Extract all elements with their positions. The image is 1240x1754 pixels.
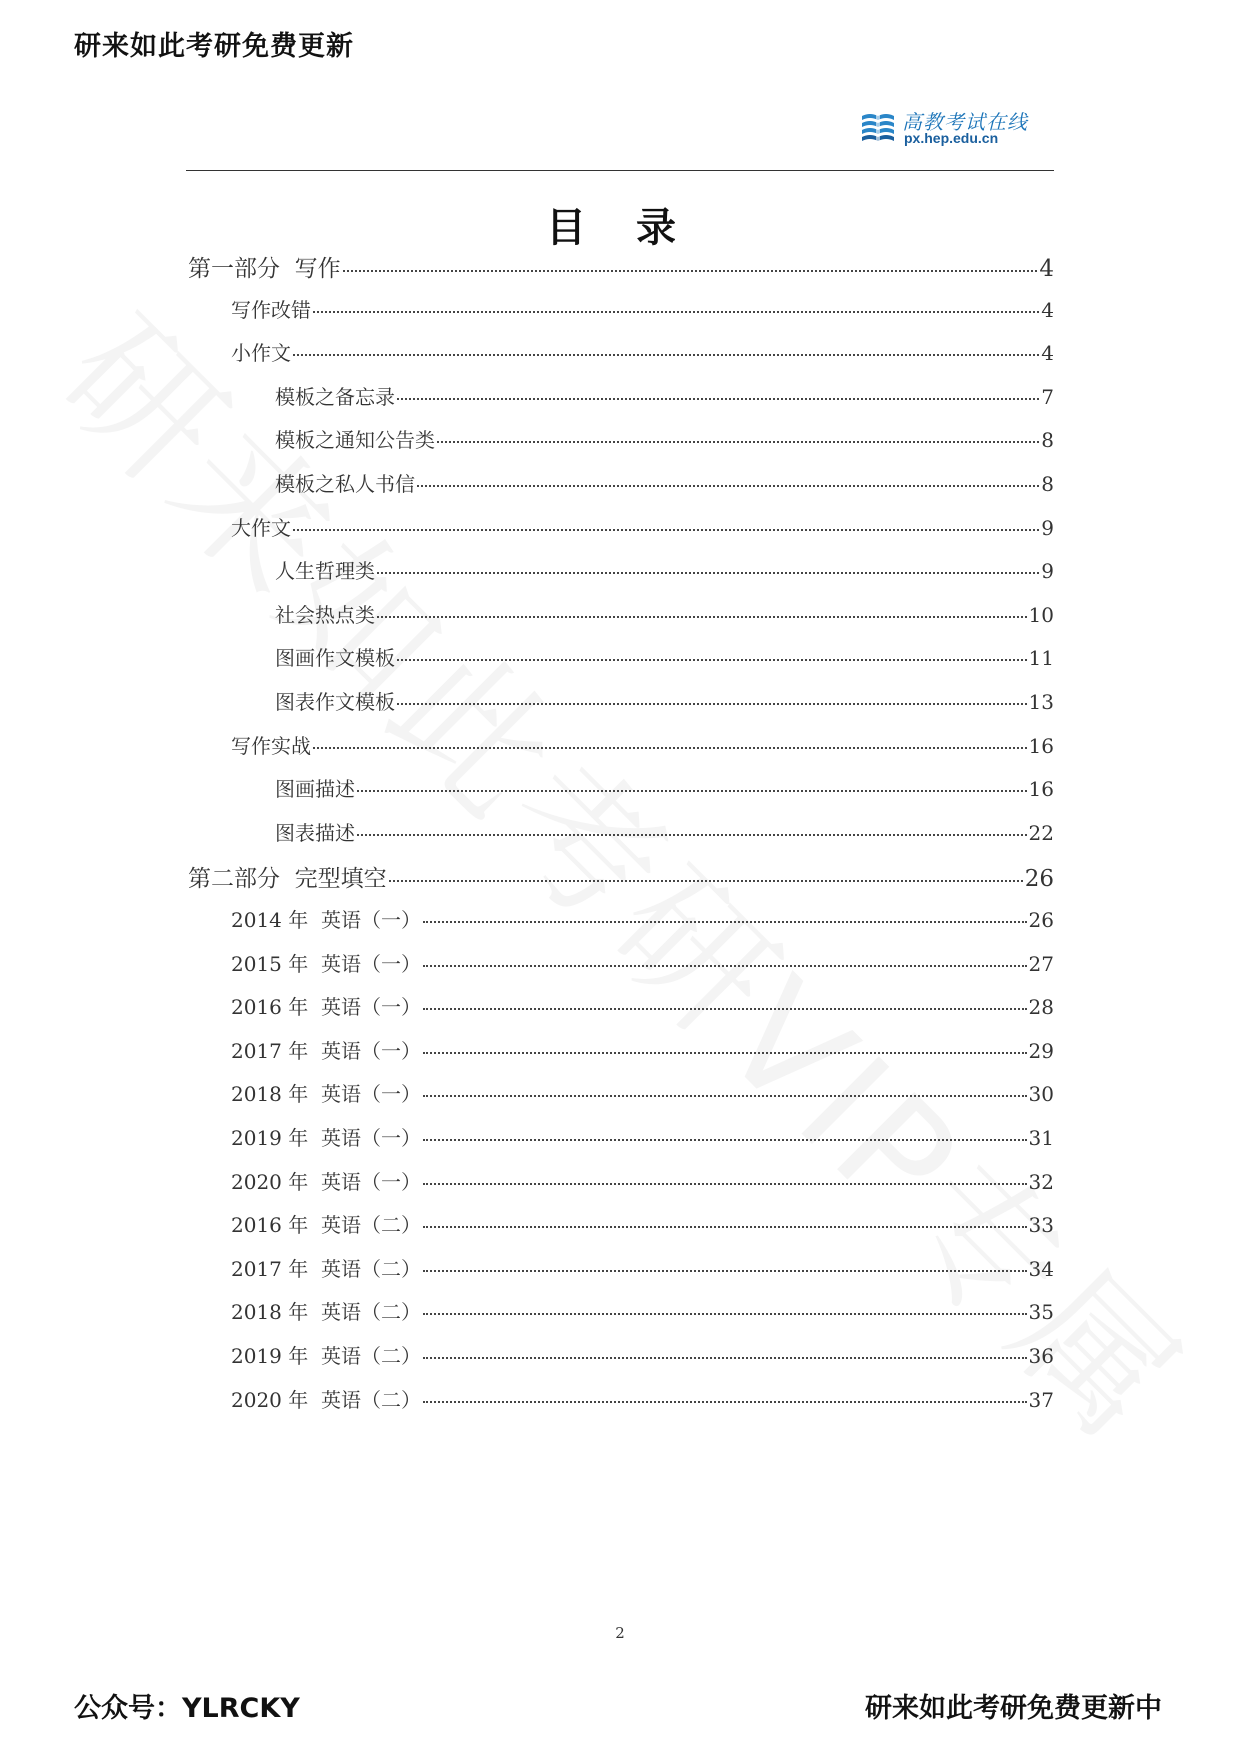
toc-entry-page: 16 [1028, 777, 1054, 802]
logo-url: px.hep.edu.cn [904, 130, 999, 146]
toc-entry-page: 28 [1028, 995, 1054, 1020]
toc-entry-page: 32 [1028, 1169, 1054, 1194]
toc-entry-text: 2020 年 英语（二） [231, 1387, 421, 1412]
toc-entry[interactable] [188, 250, 1054, 283]
toc-entry-page: 8 [1041, 428, 1054, 453]
toc-entry-page: 30 [1028, 1082, 1054, 1107]
toc-entry[interactable] [231, 337, 1054, 366]
toc-entry[interactable] [275, 773, 1054, 802]
toc-entry-page: 13 [1028, 690, 1054, 714]
toc-entry[interactable] [275, 424, 1054, 453]
toc-entry[interactable] [275, 599, 1054, 628]
toc-entry[interactable] [275, 468, 1054, 497]
toc-entry-page: 4 [1041, 297, 1054, 322]
toc-entry[interactable] [231, 1209, 1054, 1238]
toc-entry-text: 模板之备忘录 [275, 384, 395, 409]
toc-dot-leader [357, 834, 1027, 836]
toc-entry-page: 9 [1041, 559, 1054, 584]
toc-entry-text: 图表描述 [275, 820, 355, 845]
toc-entry[interactable] [231, 1122, 1054, 1151]
toc-entry[interactable] [275, 555, 1054, 584]
toc-entry[interactable] [231, 512, 1054, 541]
toc-entry-text: 2017 年 英语（二） [231, 1256, 421, 1281]
toc-entry-text: 小作文 [231, 341, 291, 366]
toc-entry-page: 11 [1028, 646, 1054, 671]
toc-entry-text: 2020 年 英语（一） [231, 1169, 421, 1194]
toc-entry[interactable] [231, 1296, 1054, 1325]
toc-dot-leader [423, 1270, 1027, 1272]
toc-entry-text: 2017 年 英语（一） [231, 1038, 421, 1063]
toc-entry-text: 2019 年 英语（二） [231, 1344, 421, 1368]
toc-entry[interactable] [231, 991, 1054, 1020]
toc-entry-page: 29 [1028, 1038, 1054, 1063]
toc-entry-text: 2016 年 英语（一） [231, 995, 421, 1020]
toc-entry-page: 33 [1028, 1213, 1054, 1238]
footer-wechat-id: 公众号：YLRCKY [74, 1693, 300, 1724]
toc-entry-text: 图画作文模板 [275, 646, 395, 671]
footer-update-note: 研来如此考研免费更新中 [865, 1693, 1162, 1724]
toc-dot-leader [423, 1313, 1027, 1315]
toc-entry[interactable] [188, 860, 1054, 893]
hep-book-icon [858, 108, 898, 148]
toc-dot-leader [397, 703, 1027, 705]
toc-entry-page: 36 [1028, 1344, 1054, 1368]
toc-entry-text: 第二部分 完型填空 [188, 866, 387, 893]
toc-entry-page: 37 [1028, 1387, 1054, 1412]
toc-entry-text: 模板之私人书信 [275, 472, 415, 496]
top-banner: 研来如此考研免费更新 [74, 31, 354, 62]
header-rule [186, 170, 1054, 171]
toc-entry[interactable] [275, 642, 1054, 671]
toc-dot-leader [357, 790, 1027, 792]
toc-entry-text: 模板之通知公告类 [275, 428, 435, 453]
toc-entry[interactable] [275, 686, 1054, 715]
toc-entry-text: 图表作文模板 [275, 690, 395, 714]
toc-entry-page: 4 [1039, 256, 1054, 282]
toc-dot-leader [423, 1095, 1027, 1097]
toc-dot-leader [293, 354, 1039, 356]
toc-entry-text: 社会热点类 [275, 602, 375, 627]
toc-entry[interactable] [231, 1340, 1054, 1369]
toc-entry-page: 26 [1028, 908, 1054, 932]
toc-dot-leader [423, 1183, 1027, 1185]
toc-entry-page: 27 [1028, 951, 1054, 976]
toc-entry-page: 10 [1028, 602, 1054, 627]
toc-title: 目 录 [546, 205, 694, 251]
toc-entry[interactable] [275, 817, 1054, 846]
toc-entry-text: 写作改错 [231, 297, 311, 322]
toc-dot-leader [423, 1357, 1027, 1359]
toc-dot-leader [397, 659, 1027, 661]
toc-entry-text: 2014 年 英语（一） [231, 908, 421, 932]
toc-dot-leader [313, 747, 1027, 749]
toc-entry[interactable] [275, 381, 1054, 410]
toc-entry-text: 2018 年 英语（一） [231, 1082, 421, 1107]
toc-entry-text: 人生哲理类 [275, 559, 375, 584]
toc-entry-text: 2016 年 英语（二） [231, 1213, 421, 1238]
toc-entry-page: 34 [1028, 1256, 1054, 1281]
toc-dot-leader [397, 398, 1039, 400]
toc-dot-leader [377, 572, 1039, 574]
toc-entry-page: 31 [1028, 1126, 1054, 1150]
toc-dot-leader [389, 880, 1023, 882]
toc-entry[interactable] [231, 1035, 1054, 1064]
logo-name: 高教考试在线 [902, 110, 1028, 134]
toc-dot-leader [423, 1008, 1027, 1010]
toc-dot-leader [377, 616, 1027, 618]
toc-entry[interactable] [231, 1253, 1054, 1282]
toc-entry[interactable] [231, 294, 1054, 323]
page-number: 2 [615, 1624, 625, 1642]
toc-entry[interactable] [231, 1166, 1054, 1195]
toc-entry-text: 图画描述 [275, 777, 355, 802]
toc-dot-leader [313, 311, 1039, 313]
toc-dot-leader [423, 1401, 1027, 1403]
toc-dot-leader [423, 1052, 1027, 1054]
toc-entry-page: 16 [1028, 733, 1054, 758]
toc-entry[interactable] [231, 948, 1054, 977]
toc-entry-text: 写作实战 [231, 733, 311, 758]
toc-dot-leader [343, 270, 1038, 272]
toc-entry-text: 2018 年 英语（二） [231, 1300, 421, 1325]
toc-entry-page: 35 [1028, 1300, 1054, 1325]
toc-entry-text: 2015 年 英语（一） [231, 951, 421, 976]
toc-dot-leader [423, 921, 1027, 923]
toc-entry-page: 26 [1024, 866, 1054, 893]
toc-dot-leader [293, 529, 1039, 531]
toc-entry-page: 4 [1041, 341, 1054, 366]
toc-entry[interactable] [231, 904, 1054, 933]
toc-entry-text: 大作文 [231, 515, 291, 540]
toc-dot-leader [423, 965, 1027, 967]
toc-entry[interactable] [231, 1384, 1054, 1413]
toc-entry-page: 8 [1041, 472, 1054, 496]
toc-dot-leader [417, 485, 1039, 487]
toc-entry-page: 22 [1028, 820, 1054, 845]
toc-dot-leader [423, 1226, 1027, 1228]
toc-entry-text: 2019 年 英语（一） [231, 1126, 421, 1150]
toc-dot-leader [423, 1139, 1027, 1141]
toc-entry[interactable] [231, 730, 1054, 759]
toc-entry[interactable] [231, 1078, 1054, 1107]
toc-entry-page: 7 [1041, 384, 1054, 409]
toc-dot-leader [437, 441, 1039, 443]
publisher-logo [858, 104, 1028, 150]
toc-entry-page: 9 [1041, 515, 1054, 540]
toc-entry-text: 第一部分 写作 [188, 256, 341, 282]
